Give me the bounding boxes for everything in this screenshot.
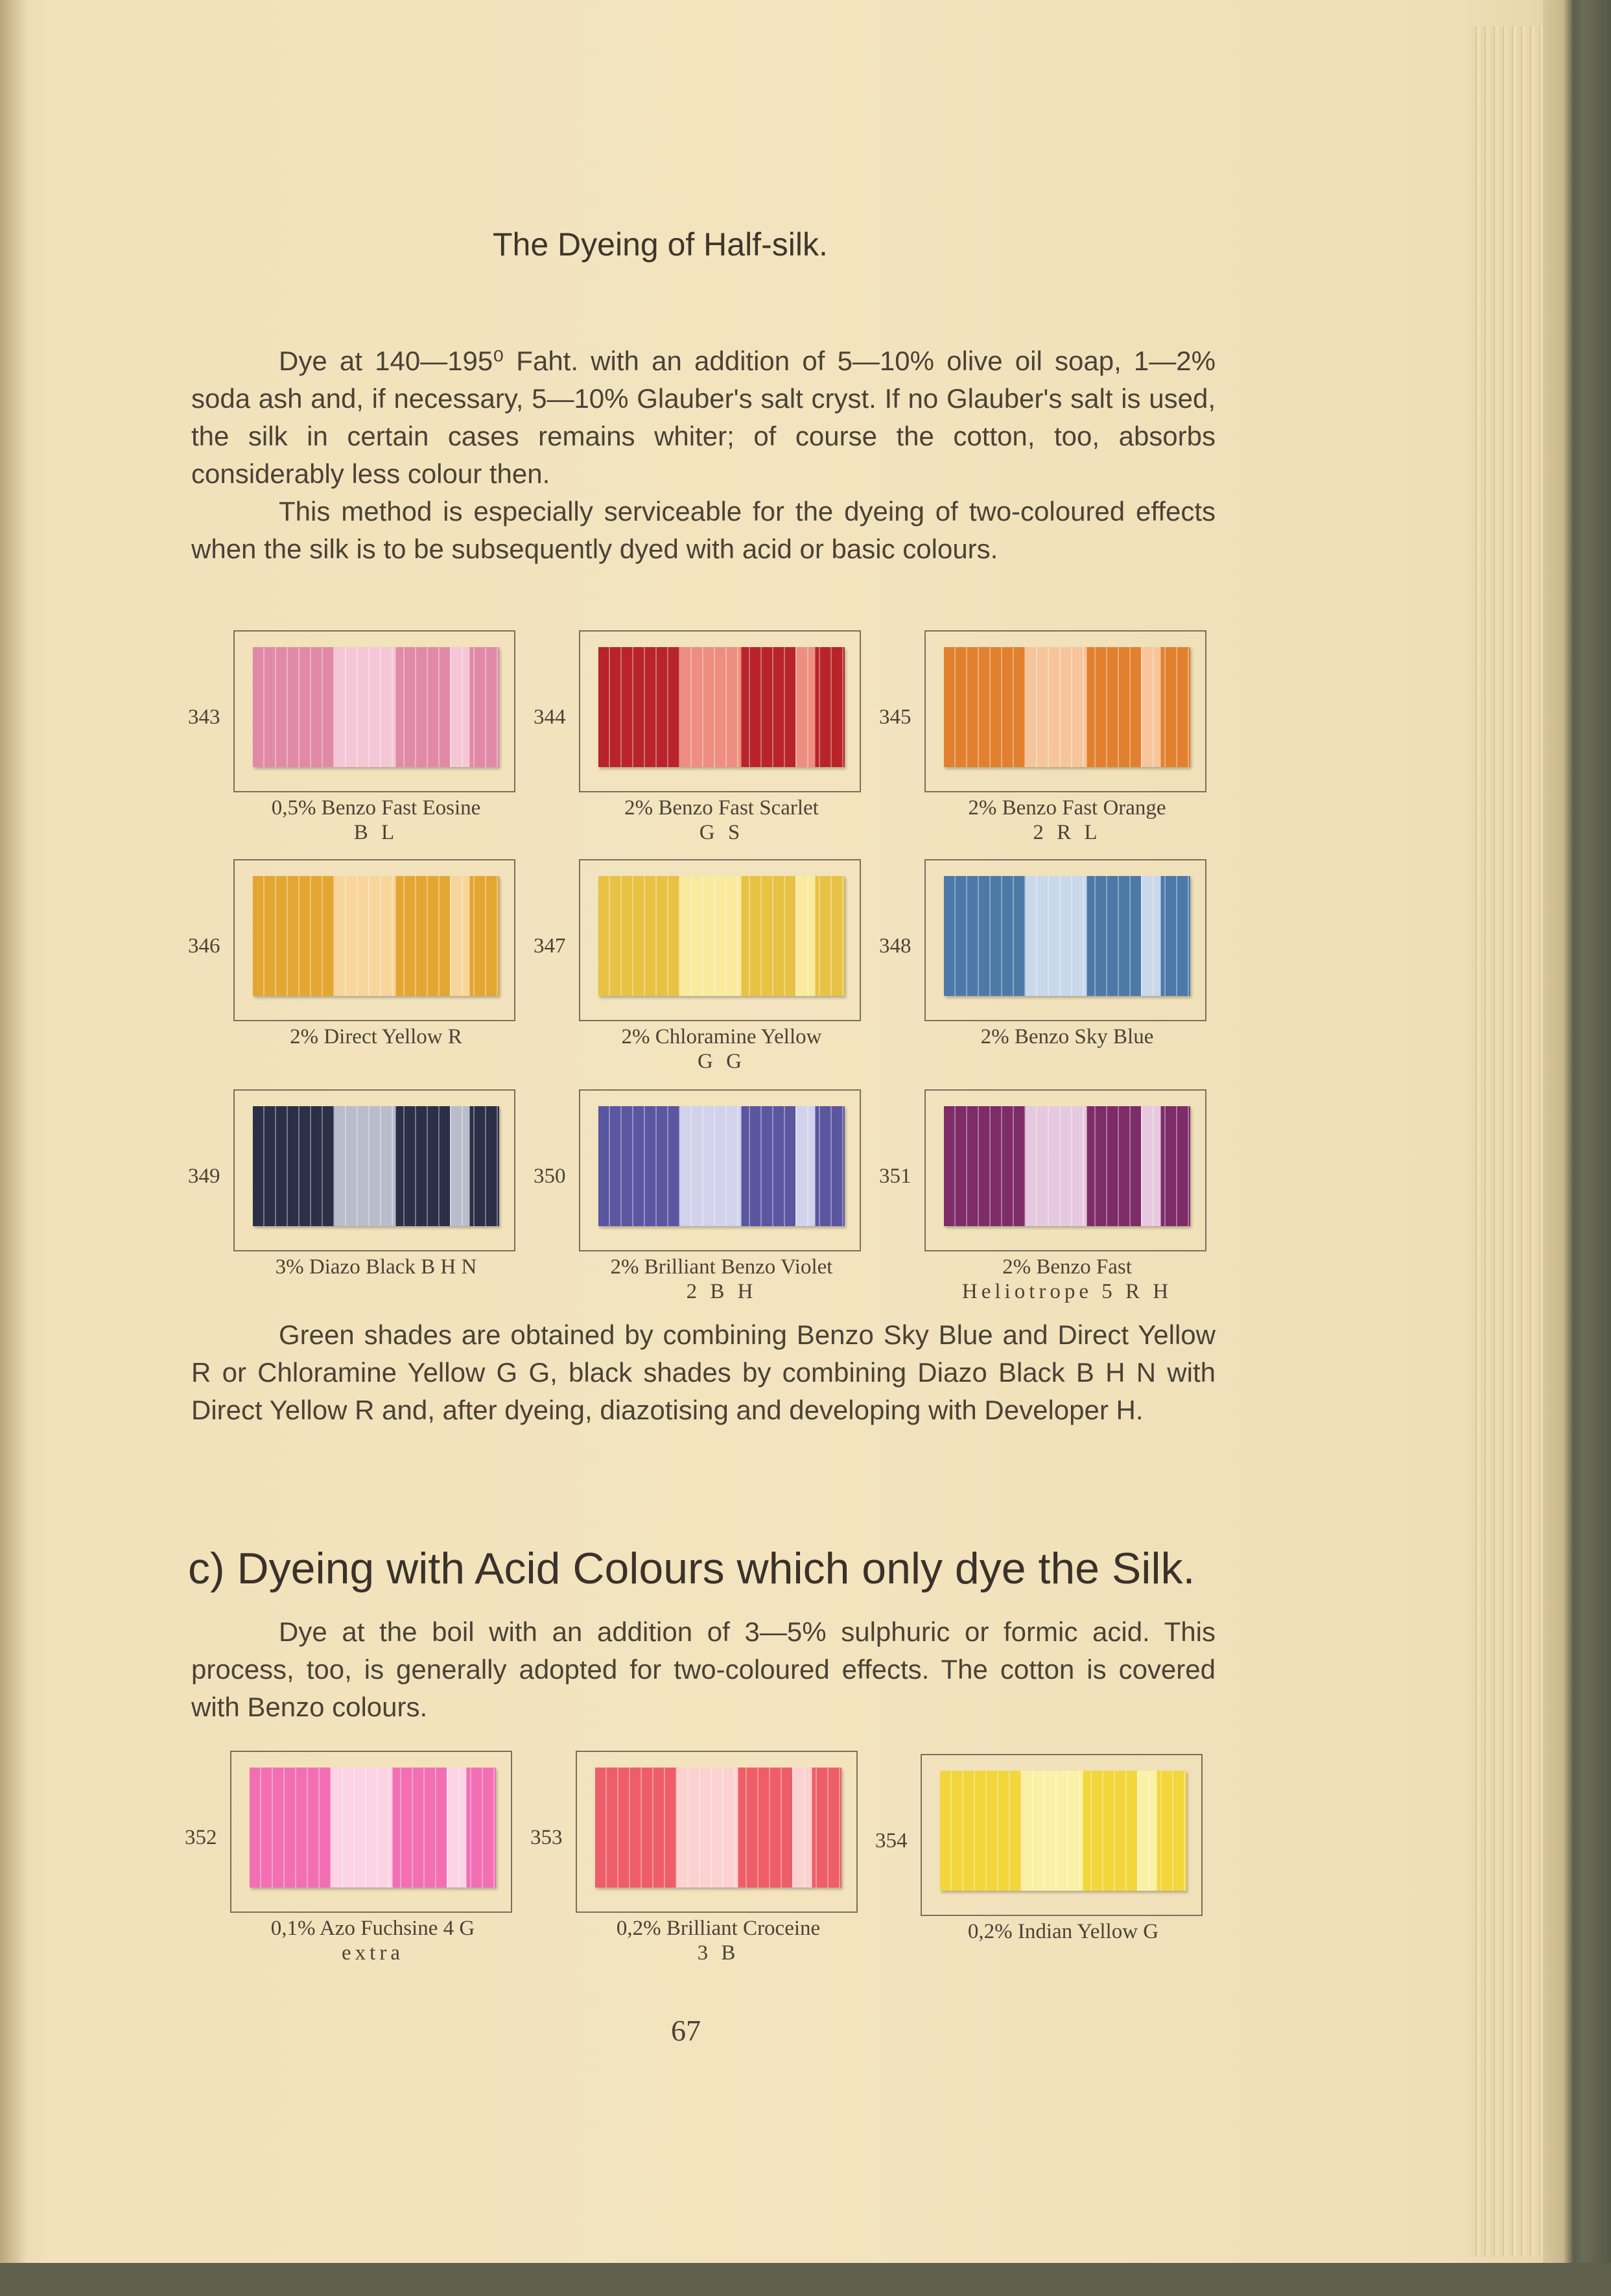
sample-frame bbox=[233, 859, 515, 1021]
sample-345 bbox=[879, 630, 1229, 844]
sample-label: 2% Benzo Fast Orange bbox=[968, 796, 1166, 820]
intro-paragraph-1: Dye at 140—195⁰ Faht. with an addition of 5—10% olive oil soap, 1—2% soda ash and, if necessary, 5—10% Glauber's salt cryst. If no Glauber's salt is used, the silk in certain cases remains whiter; of course the cotton, too, absorbs considerably less colour then. bbox=[191, 346, 1216, 489]
sample-frame bbox=[579, 859, 861, 1021]
sample-caption bbox=[921, 1919, 1206, 1944]
sample-label: 2% Benzo Fast bbox=[1002, 1255, 1132, 1279]
sample-caption bbox=[924, 1255, 1210, 1304]
sample-number: 345 bbox=[879, 705, 911, 729]
sample-sublabel: 2 B H bbox=[686, 1280, 757, 1303]
sample-number: 347 bbox=[534, 934, 566, 958]
fabric-swatch bbox=[598, 647, 845, 767]
sample-348 bbox=[879, 859, 1229, 1054]
sample-frame bbox=[924, 859, 1206, 1021]
page-number: 67 bbox=[671, 2014, 701, 2047]
fabric-swatch bbox=[253, 1106, 499, 1226]
sample-sublabel: G G bbox=[698, 1050, 746, 1073]
fabric-swatch bbox=[250, 1768, 496, 1888]
sample-sublabel: Heliotrope 5 R H bbox=[961, 1280, 1173, 1303]
fabric-swatch bbox=[595, 1768, 841, 1888]
sample-frame bbox=[924, 630, 1206, 792]
sample-label: 3% Diazo Black B H N bbox=[275, 1255, 477, 1279]
sample-frame bbox=[579, 630, 861, 792]
fabric-swatch bbox=[253, 647, 499, 767]
sample-caption bbox=[233, 796, 519, 845]
running-title: The Dyeing of Half-silk. bbox=[493, 226, 828, 263]
sample-caption bbox=[579, 796, 864, 845]
sample-caption bbox=[230, 1916, 515, 1965]
sample-frame bbox=[579, 1089, 861, 1251]
sample-344 bbox=[534, 630, 884, 844]
intro-text bbox=[191, 342, 1216, 568]
sample-number: 343 bbox=[188, 705, 220, 729]
sample-number: 349 bbox=[188, 1165, 220, 1188]
sample-caption bbox=[579, 1255, 864, 1304]
sample-frame bbox=[233, 1089, 515, 1251]
sample-sublabel: B L bbox=[353, 821, 399, 844]
sample-caption bbox=[233, 1255, 519, 1279]
section-heading: c) Dyeing with Acid Colours which only dye the Silk. bbox=[188, 1544, 1195, 1593]
intro-paragraph-2: This method is especially serviceable for the dyeing of two-coloured effects when the silk is to be subsequently dyed with acid or basic colours. bbox=[191, 496, 1216, 564]
fabric-swatch bbox=[944, 1106, 1190, 1226]
sample-353 bbox=[530, 1751, 880, 1965]
sample-354 bbox=[875, 1754, 1225, 1948]
section-c-text bbox=[191, 1613, 1216, 1726]
fabric-swatch bbox=[944, 876, 1190, 996]
sample-label: 2% Benzo Sky Blue bbox=[980, 1025, 1154, 1048]
sample-sublabel: extra bbox=[342, 1941, 404, 1965]
sample-350 bbox=[534, 1089, 884, 1303]
fabric-swatch bbox=[253, 876, 499, 996]
fabric-swatch bbox=[944, 647, 1190, 767]
sample-label: 2% Direct Yellow R bbox=[290, 1025, 462, 1048]
fabric-swatch bbox=[598, 1106, 845, 1226]
sample-caption bbox=[233, 1024, 519, 1049]
sample-sublabel: 2 R L bbox=[1033, 821, 1101, 844]
sample-number: 353 bbox=[530, 1826, 563, 1849]
sample-number: 348 bbox=[879, 934, 911, 958]
sample-label: 0,5% Benzo Fast Eosine bbox=[271, 796, 481, 820]
sample-caption bbox=[579, 1024, 864, 1074]
sample-343 bbox=[188, 630, 538, 844]
sample-frame bbox=[576, 1751, 858, 1913]
sample-number: 350 bbox=[534, 1165, 566, 1188]
sample-number: 352 bbox=[185, 1826, 217, 1849]
sample-label: 2% Chloramine Yellow bbox=[621, 1025, 822, 1048]
closing-text bbox=[191, 1316, 1216, 1429]
book-cover-edge bbox=[1543, 0, 1611, 2296]
closing-paragraph: Green shades are obtained by combining Benzo Sky Blue and Direct Yellow R or Chloramine Yellow G G, black shades by combining Diazo Black B H N with Direct Yellow R and, after dyeing, diazotising and developing with Developer H. bbox=[191, 1320, 1216, 1425]
sample-caption bbox=[576, 1916, 861, 1965]
sample-352 bbox=[185, 1751, 535, 1965]
sample-label: 0,2% Brilliant Croceine bbox=[616, 1917, 821, 1940]
sample-351 bbox=[879, 1089, 1229, 1303]
fabric-swatch bbox=[940, 1771, 1186, 1891]
sample-sublabel: G S bbox=[699, 821, 744, 844]
sample-label: 2% Benzo Fast Scarlet bbox=[624, 796, 819, 820]
fabric-swatch bbox=[598, 876, 845, 996]
sample-frame bbox=[921, 1754, 1203, 1916]
sample-frame bbox=[233, 630, 515, 792]
sample-346 bbox=[188, 859, 538, 1054]
sample-frame bbox=[230, 1751, 512, 1913]
sample-frame bbox=[924, 1089, 1206, 1251]
sample-label: 0,1% Azo Fuchsine 4 G bbox=[270, 1917, 475, 1940]
sample-number: 346 bbox=[188, 934, 220, 958]
sample-number: 354 bbox=[875, 1829, 908, 1852]
sample-349 bbox=[188, 1089, 538, 1284]
sample-number: 344 bbox=[534, 705, 566, 729]
sample-347 bbox=[534, 859, 884, 1073]
sample-label: 0,2% Indian Yellow G bbox=[967, 1920, 1159, 1943]
sample-number: 351 bbox=[879, 1165, 911, 1188]
sample-caption bbox=[924, 1024, 1210, 1049]
sample-label: 2% Brilliant Benzo Violet bbox=[610, 1255, 833, 1279]
sample-sublabel: 3 B bbox=[697, 1941, 740, 1965]
section-c-paragraph: Dye at the boil with an addition of 3—5% sulphuric or formic acid. This process, too, is generally adopted for two-coloured effects. The cotton is covered with Benzo colours. bbox=[191, 1616, 1216, 1722]
sample-caption bbox=[924, 796, 1210, 845]
